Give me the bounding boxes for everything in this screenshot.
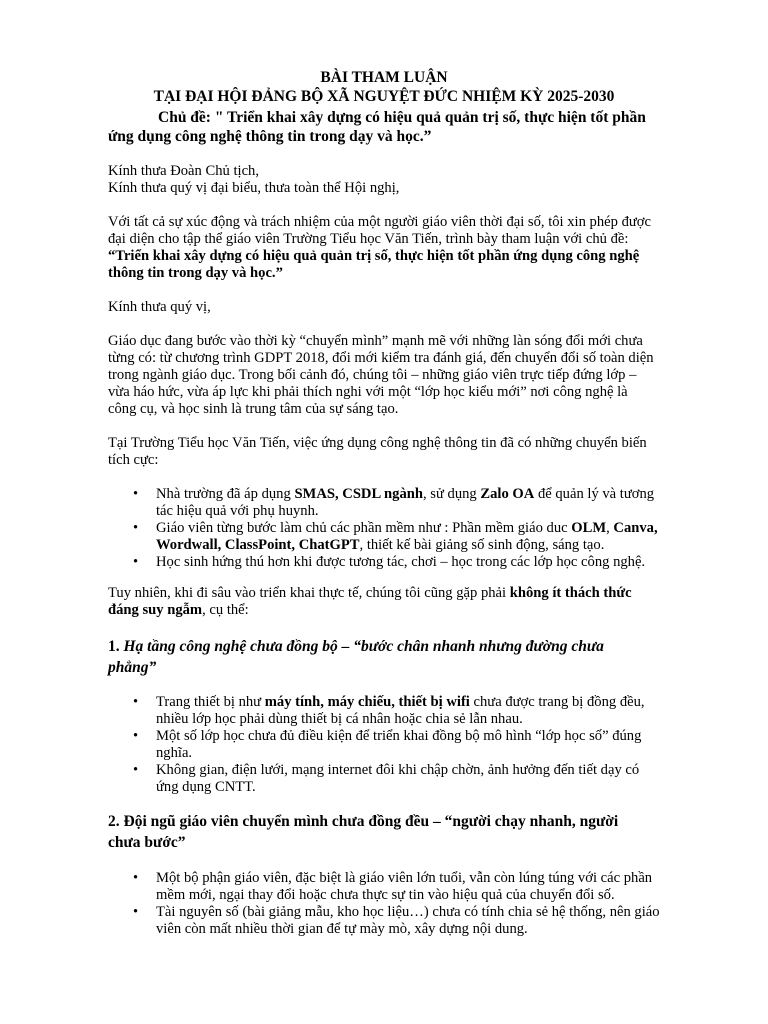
challenges-paragraph: Tuy nhiên, khi đi sâu vào triển khai thực tế, chúng tôi cũng gặp phải không ít thách thức đáng suy ngẫm, cụ thể: bbox=[108, 585, 632, 618]
bullet-icon: • bbox=[133, 554, 139, 570]
progress-paragraph: Tại Trường Tiểu học Văn Tiến, việc ứng dụng công nghệ thông tin đã có những chuyển biến tích cực: bbox=[108, 435, 647, 468]
section-heading-1: 1. Hạ tầng công nghệ chưa đồng bộ – “bước chân nhanh nhưng đường chưa phẳng” bbox=[108, 638, 604, 676]
topic-heading bbox=[108, 108, 708, 146]
bullet-icon: • bbox=[133, 870, 139, 886]
title-line-1: BÀI THAM LUẬN bbox=[320, 69, 448, 86]
progress-bullet-list bbox=[108, 486, 698, 571]
list-item: • Không gian, điện lưới, mạng internet đôi khi chập chờn, ảnh hưởng đến tiết dạy có ứng dụng CNTT. bbox=[133, 762, 640, 795]
bullet-icon: • bbox=[133, 904, 139, 920]
bullet-icon: • bbox=[133, 520, 139, 536]
bullet-icon: • bbox=[133, 728, 139, 744]
topic-line-2: ứng dụng công nghệ thông tin trong dạy và học.” bbox=[108, 128, 432, 145]
list-item: • Nhà trường đã áp dụng SMAS, CSDL ngành, sử dụng Zalo OA để quản lý và tương tác hiệu quả với phụ huynh. bbox=[133, 486, 655, 519]
greeting-line: Kính thưa quý vị đại biểu, thưa toàn thể Hội nghị, bbox=[108, 180, 400, 196]
list-item: • Một bộ phận giáo viên, đặc biệt là giáo viên lớn tuổi, vẫn còn lúng túng với các phần mềm mới, ngại thay đổi hoặc chưa thực sự tin vào hiệu quả của chuyển đổi số. bbox=[133, 870, 653, 903]
bullet-icon: • bbox=[133, 762, 139, 778]
list-item: • Giáo viên từng bước làm chủ các phần mềm như : Phần mềm giáo duc OLM, Canva, Wordwall, ClassPoint, ChatGPT, thiết kế bài giảng số sinh động, sáng tạo. bbox=[133, 520, 658, 553]
bullet-icon: • bbox=[133, 694, 139, 710]
greeting-line: Kính thưa quý vị, bbox=[108, 299, 211, 315]
greeting-block bbox=[108, 299, 698, 316]
section-2-bullet-list bbox=[108, 870, 698, 938]
list-item: • Trang thiết bị như máy tính, máy chiếu, thiết bị wifi chưa được trang bị đồng đều, nhiều lớp học phải dùng thiết bị cá nhân hoặc chia sẻ lẫn nhau. bbox=[133, 694, 645, 727]
document-title bbox=[0, 68, 768, 106]
title-line-2: TẠI ĐẠI HỘI ĐẢNG BỘ XÃ NGUYỆT ĐỨC NHIỆM KỲ 2025-2030 bbox=[153, 88, 615, 105]
section-heading-2: 2. Đội ngũ giáo viên chuyển mình chưa đồng đều – “người chạy nhanh, người chưa bước” bbox=[108, 813, 619, 851]
bullet-icon: • bbox=[133, 486, 139, 502]
list-item: • Tài nguyên số (bài giảng mẫu, kho học liệu…) chưa có tính chia sẻ hệ thống, nên giáo viên còn mất nhiều thời gian để tự mày mò, xây dựng nội dung. bbox=[133, 904, 660, 937]
greeting-line: Kính thưa Đoàn Chủ tịch, bbox=[108, 163, 259, 179]
list-item: • Một số lớp học chưa đủ điều kiện để triển khai đồng bộ mô hình “lớp học số” đúng nghĩa. bbox=[133, 728, 642, 761]
list-item: • Học sinh hứng thú hơn khi được tương tác, chơi – học trong các lớp học công nghệ. bbox=[133, 554, 646, 570]
topic-line-1: Chủ đề: " Triển khai xây dựng có hiệu quả quản trị số, thực hiện tốt phần bbox=[158, 109, 646, 126]
context-paragraph: Giáo dục đang bước vào thời kỳ “chuyển mình” mạnh mẽ với những làn sóng đổi mới chưa từng có: từ chương trình GDPT 2018, đổi mới kiểm tra đánh giá, đến chuyển đổi số toàn diện trong ngành giáo dục. Trong bối cảnh đó, chúng tôi – những giáo viên trực tiếp đứng lớp – vừa háo hức, vừa áp lực khi phải thích nghi với một “lớp học kiểu mới” nơi công nghệ là công cụ, và học sinh là trung tâm của sự sáng tạo. bbox=[108, 333, 654, 417]
section-1-bullet-list bbox=[108, 694, 698, 796]
greeting-block bbox=[108, 163, 698, 197]
intro-paragraph: Với tất cả sự xúc động và trách nhiệm của một người giáo viên thời đại số, tôi xin phép được đại diện cho tập thể giáo viên Trường Tiểu học Văn Tiến, trình bày tham luận với chủ đề: “Triển khai xây dựng có hiệu quả quản trị số, thực hiện tốt phần ứng dụng công nghệ thông tin trong dạy và học.” bbox=[108, 214, 651, 281]
